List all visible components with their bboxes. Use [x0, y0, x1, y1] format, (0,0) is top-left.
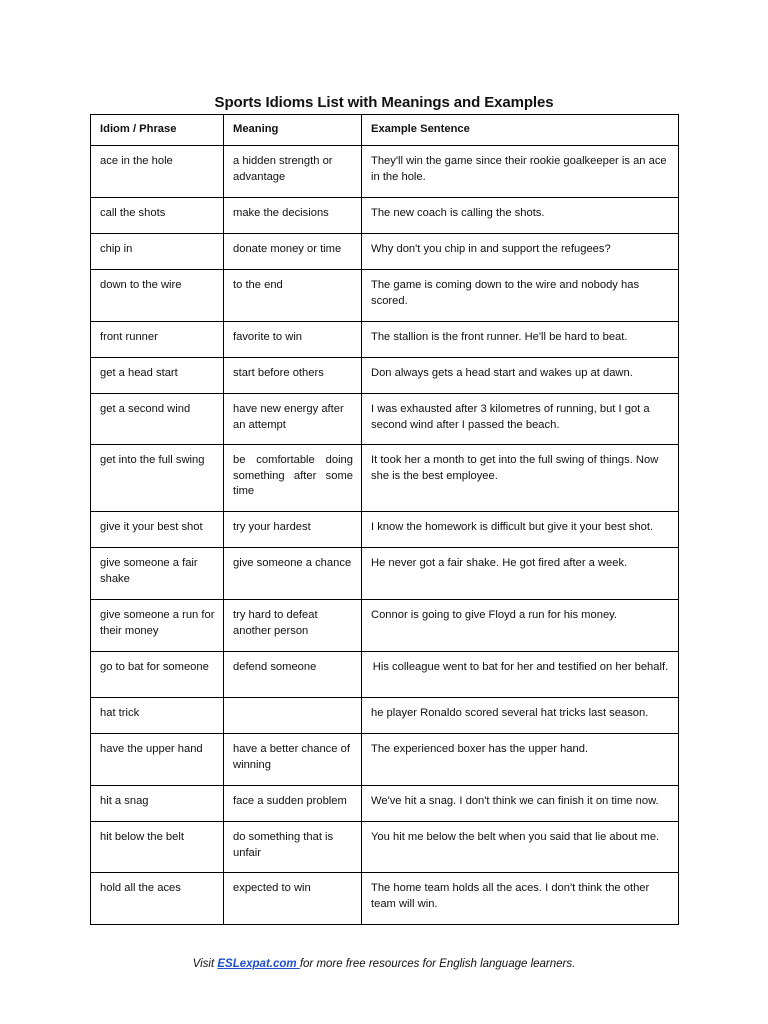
cell-idiom: hat trick: [91, 698, 224, 734]
cell-example: I know the homework is difficult but give it your best shot.: [362, 512, 679, 548]
table-row: [91, 322, 679, 358]
table-header-row: [91, 115, 679, 146]
column-header-example: Example Sentence: [362, 115, 679, 146]
table-row: [91, 652, 679, 698]
cell-example: he player Ronaldo scored several hat tricks last season.: [362, 698, 679, 734]
footer-prefix: Visit: [192, 958, 218, 970]
cell-idiom: hold all the aces: [91, 873, 224, 925]
cell-example: The stallion is the front runner. He'll be hard to beat.: [362, 322, 679, 358]
footer-note: [0, 958, 768, 970]
cell-meaning: start before others: [224, 358, 362, 394]
table-row: [91, 548, 679, 600]
cell-idiom: ace in the hole: [91, 146, 224, 198]
cell-idiom: give someone a fair shake: [91, 548, 224, 600]
cell-meaning: have new energy after an attempt: [224, 394, 362, 445]
cell-meaning: have a better chance of winning: [224, 734, 362, 786]
table-row: [91, 698, 679, 734]
cell-idiom: hit below the belt: [91, 822, 224, 873]
cell-idiom: call the shots: [91, 198, 224, 234]
cell-meaning: expected to win: [224, 873, 362, 925]
cell-idiom: go to bat for someone: [91, 652, 224, 698]
cell-idiom: down to the wire: [91, 270, 224, 322]
cell-idiom: get into the full swing: [91, 445, 224, 512]
cell-example: His colleague went to bat for her and testified on her behalf.: [362, 652, 679, 698]
table-row: [91, 146, 679, 198]
cell-meaning: donate money or time: [224, 234, 362, 270]
cell-meaning: to the end: [224, 270, 362, 322]
table-row: [91, 600, 679, 652]
cell-idiom: have the upper hand: [91, 734, 224, 786]
cell-example: They'll win the game since their rookie goalkeeper is an ace in the hole.: [362, 146, 679, 198]
cell-meaning: favorite to win: [224, 322, 362, 358]
cell-example: The experienced boxer has the upper hand.: [362, 734, 679, 786]
column-header-meaning: Meaning: [224, 115, 362, 146]
cell-idiom: front runner: [91, 322, 224, 358]
cell-example: The new coach is calling the shots.: [362, 198, 679, 234]
cell-idiom: give it your best shot: [91, 512, 224, 548]
cell-meaning: do something that is unfair: [224, 822, 362, 873]
cell-idiom: get a second wind: [91, 394, 224, 445]
cell-meaning: defend someone: [224, 652, 362, 698]
table-row: [91, 822, 679, 873]
column-header-idiom: Idiom / Phrase: [91, 115, 224, 146]
cell-meaning: try your hardest: [224, 512, 362, 548]
cell-meaning: make the decisions: [224, 198, 362, 234]
table-row: [91, 358, 679, 394]
cell-idiom: chip in: [91, 234, 224, 270]
table-row: [91, 198, 679, 234]
cell-idiom: hit a snag: [91, 786, 224, 822]
table-row: [91, 234, 679, 270]
table-row: [91, 445, 679, 512]
eslexpat-link[interactable]: ESLexpat.com: [217, 958, 300, 970]
cell-meaning: a hidden strength or advantage: [224, 146, 362, 198]
cell-idiom: get a head start: [91, 358, 224, 394]
table-row: [91, 512, 679, 548]
cell-example: I was exhausted after 3 kilometres of running, but I got a second wind after I passed the beach.: [362, 394, 679, 445]
cell-example: We've hit a snag. I don't think we can finish it on time now.: [362, 786, 679, 822]
cell-meaning: [224, 698, 362, 734]
cell-example: Why don't you chip in and support the refugees?: [362, 234, 679, 270]
cell-meaning: try hard to defeat another person: [224, 600, 362, 652]
cell-example: You hit me below the belt when you said that lie about me.: [362, 822, 679, 873]
table-row: [91, 270, 679, 322]
idioms-table: [90, 114, 679, 925]
cell-example: It took her a month to get into the full swing of things. Now she is the best employee.: [362, 445, 679, 512]
footer-suffix: for more free resources for English language learners.: [299, 958, 576, 970]
cell-example: The game is coming down to the wire and nobody has scored.: [362, 270, 679, 322]
cell-example: Don always gets a head start and wakes up at dawn.: [362, 358, 679, 394]
cell-meaning: give someone a chance: [224, 548, 362, 600]
cell-example: The home team holds all the aces. I don't think the other team will win.: [362, 873, 679, 925]
cell-meaning: face a sudden problem: [224, 786, 362, 822]
table-row: [91, 873, 679, 925]
cell-example: Connor is going to give Floyd a run for his money.: [362, 600, 679, 652]
page-title: Sports Idioms List with Meanings and Examples: [214, 94, 554, 111]
cell-example: He never got a fair shake. He got fired after a week.: [362, 548, 679, 600]
table-row: [91, 734, 679, 786]
cell-meaning: be comfortable doing something after some time: [224, 445, 362, 512]
cell-idiom: give someone a run for their money: [91, 600, 224, 652]
table-row: [91, 394, 679, 445]
table-row: [91, 786, 679, 822]
